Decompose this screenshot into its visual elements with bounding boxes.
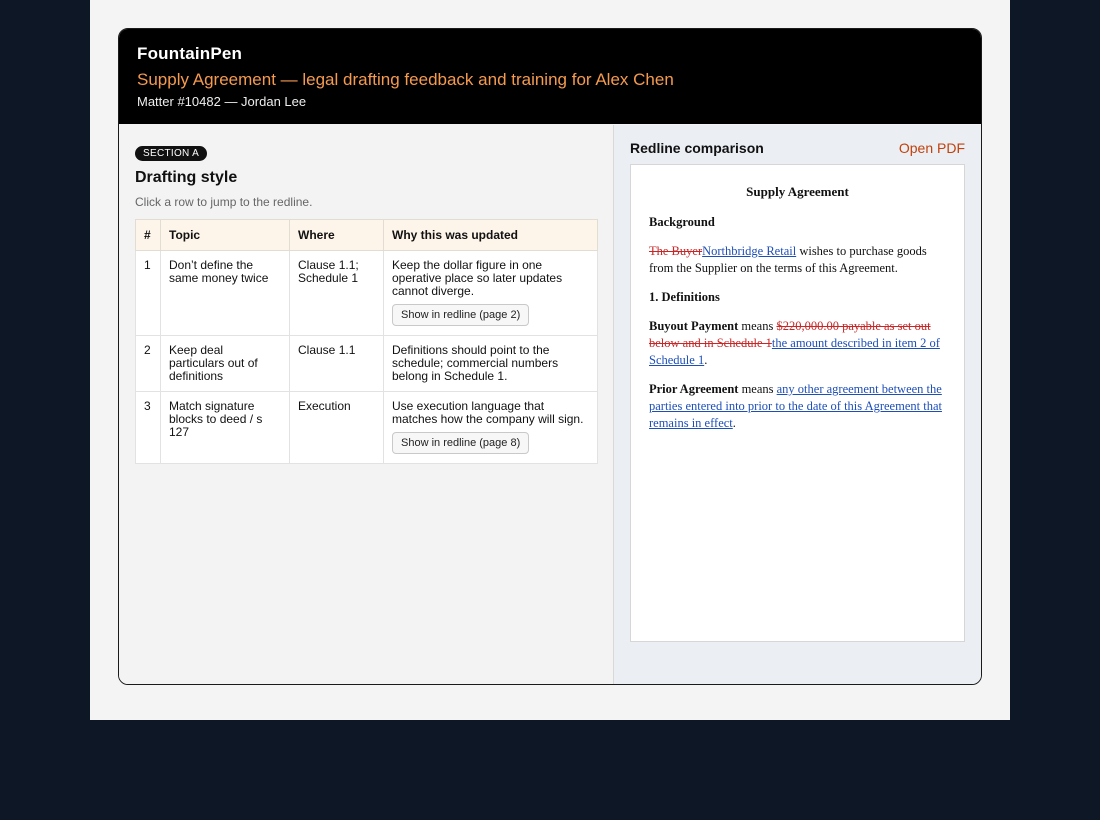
redline-header — [630, 140, 965, 156]
table-row[interactable] — [136, 392, 598, 464]
row-why-cell — [384, 251, 598, 336]
defined-term: Prior Agreement — [649, 382, 739, 396]
definitions-heading: 1. Definitions — [649, 290, 720, 304]
feedback-table — [135, 219, 598, 464]
row-number: 3 — [136, 392, 161, 464]
prior-agreement-definition — [649, 381, 946, 432]
row-why-cell — [384, 336, 598, 392]
row-number: 2 — [136, 336, 161, 392]
deleted-text: The Buyer — [649, 244, 703, 258]
feedback-panel — [119, 125, 614, 684]
open-pdf-link[interactable]: Open PDF — [898, 140, 965, 156]
page-background — [90, 0, 1010, 720]
section-hint: Click a row to jump to the redline. — [135, 195, 313, 209]
inserted-text: the amount described in item 2 of Schedule 1 — [649, 336, 940, 367]
column-header-topic: Topic — [161, 220, 290, 251]
table-row[interactable] — [136, 336, 598, 392]
section-title: Drafting style — [135, 169, 238, 186]
row-topic: Keep deal particulars out of definitions — [161, 336, 290, 392]
inserted-text: any other agreement between the parties entered into prior to the date of this Agreement that remains in effect — [649, 382, 942, 430]
row-where: Execution — [290, 392, 384, 464]
inserted-text: Northbridge Retail — [702, 244, 797, 258]
row-number: 1 — [136, 251, 161, 336]
period-text: . — [704, 353, 708, 367]
redline-panel — [614, 125, 981, 684]
redline-document[interactable] — [630, 164, 965, 642]
column-header-number: # — [136, 220, 161, 251]
show-in-redline-button[interactable]: Show in redline (page 2) — [392, 304, 529, 326]
show-in-redline-button[interactable]: Show in redline (page 8) — [392, 432, 529, 454]
row-why-cell — [384, 392, 598, 464]
app-header — [119, 29, 981, 124]
matter-subtitle: Matter #10482 — Jordan Lee — [137, 94, 307, 109]
row-topic: Match signature blocks to deed / s 127 — [161, 392, 290, 464]
row-why: Definitions should point to the schedule; commercial numbers belong in Schedule 1. — [392, 343, 559, 383]
section-badge: SECTION A — [135, 146, 207, 161]
means-text: means — [738, 319, 777, 333]
feedback-card — [118, 28, 982, 685]
column-header-why: Why this was updated — [384, 220, 598, 251]
row-where: Clause 1.1; Schedule 1 — [290, 251, 384, 336]
means-text: means — [738, 382, 777, 396]
document-title: Supply Agreement — [746, 184, 849, 199]
table-row[interactable] — [136, 251, 598, 336]
background-heading: Background — [649, 215, 715, 229]
row-why: Use execution language that matches how the company will sign. — [392, 399, 584, 426]
defined-term: Buyout Payment — [649, 319, 739, 333]
clause-text: wishes to purchase goods from the Supplier on the terms of this Agreement. — [649, 244, 927, 275]
row-why: Keep the dollar figure in one operative place so later updates cannot diverge. — [392, 258, 563, 298]
background-clause — [649, 243, 946, 277]
page-title: Supply Agreement — legal drafting feedback and training for Alex Chen — [137, 70, 674, 89]
buyout-definition — [649, 318, 946, 369]
table-header-row — [136, 220, 598, 251]
period-text: . — [732, 416, 736, 430]
deleted-text: $220,000.00 payable as set out below and in Schedule 1 — [649, 319, 931, 350]
row-where: Clause 1.1 — [290, 336, 384, 392]
brand-logo: FountainPen — [137, 44, 243, 63]
content-area — [119, 125, 981, 684]
column-header-where: Where — [290, 220, 384, 251]
row-topic: Don’t define the same money twice — [161, 251, 290, 336]
redline-title: Redline comparison — [630, 140, 764, 156]
